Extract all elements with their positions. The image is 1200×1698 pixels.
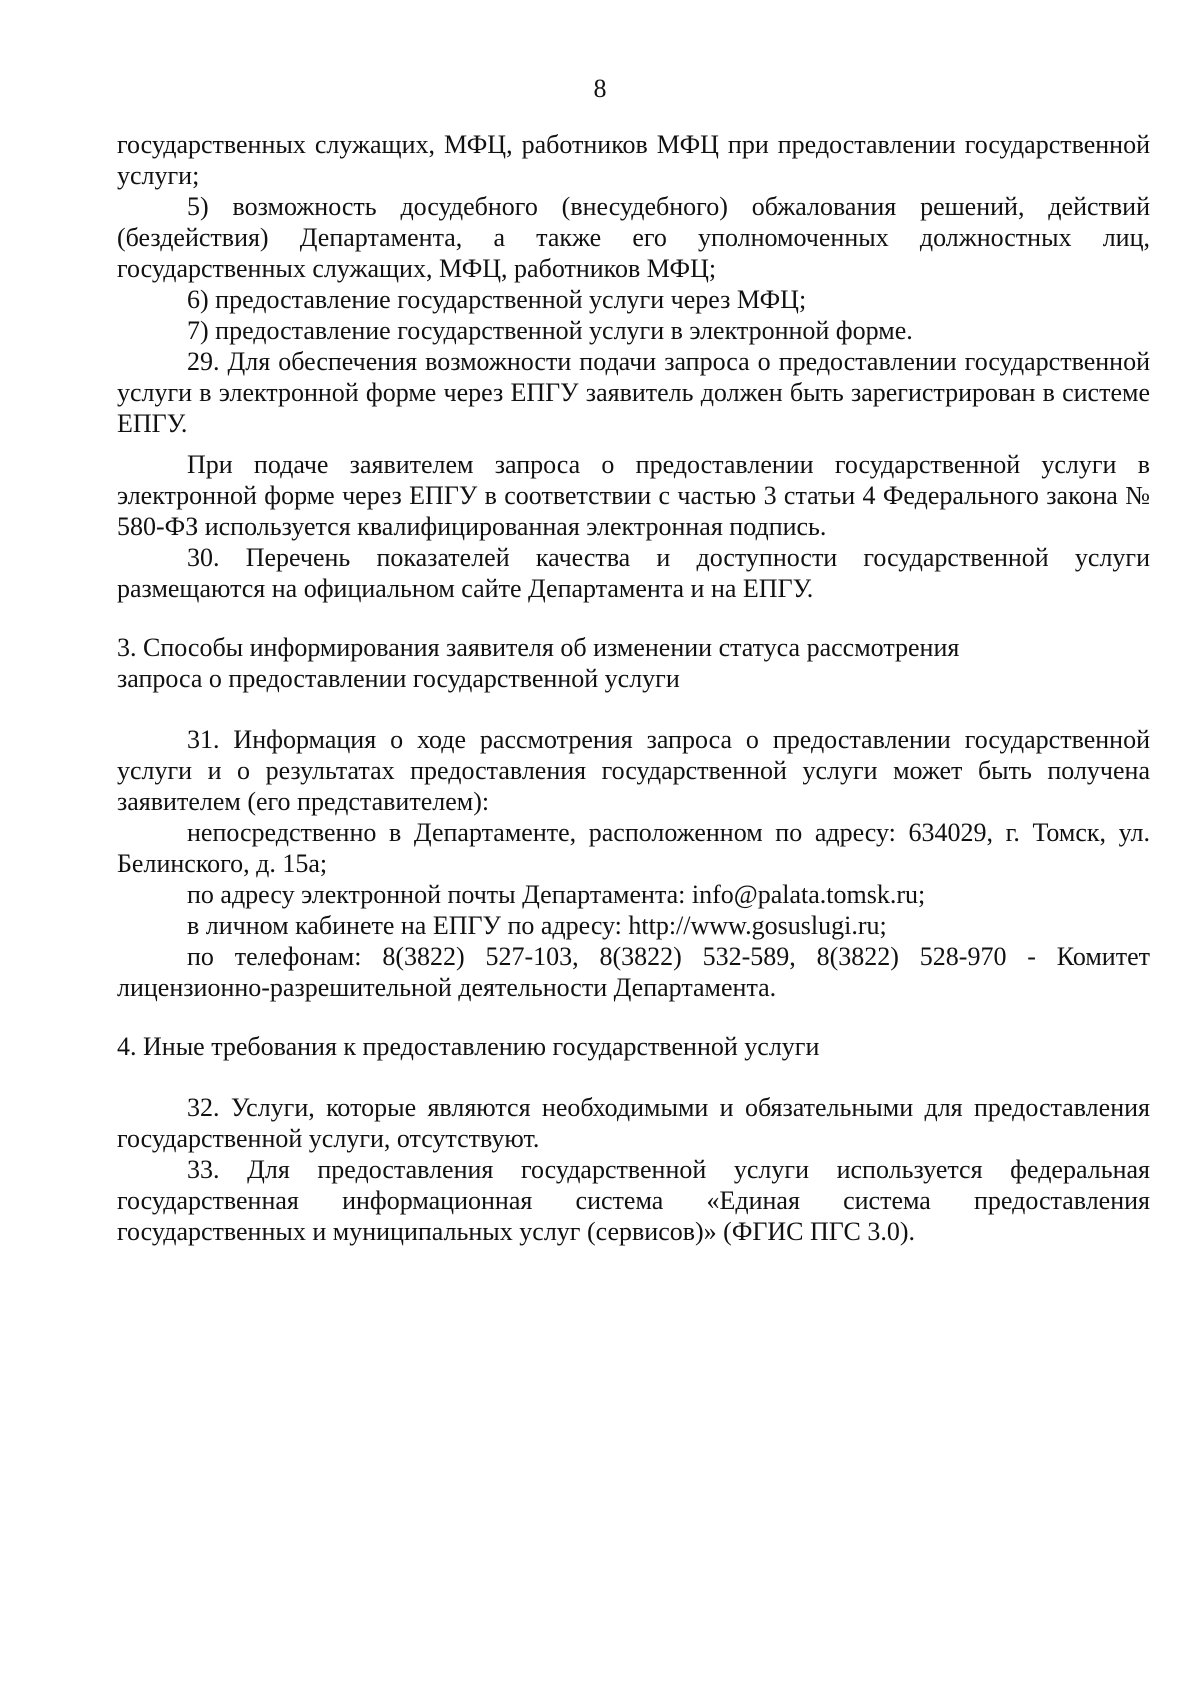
paragraph-31-phones: по телефонам: 8(3822) 527-103, 8(3822) 532-589, 8(3822) 528-970 - Комитет лицензионно-разрешительной деятельности Департамента. <box>117 942 1150 1002</box>
paragraph-31-email: по адресу электронной почты Департамента: info@palata.tomsk.ru; <box>187 880 926 909</box>
paragraph-30: 30. Перечень показателей качества и доступности государственной услуги размещаются на официальном сайте Департамента и на ЕПГУ. <box>117 543 1150 603</box>
list-item-6: 6) предоставление государственной услуги через МФЦ; <box>187 285 807 314</box>
paragraph-31-address: непосредственно в Департаменте, расположенном по адресу: 634029, г. Томск, ул. Белинского, д. 15а; <box>117 818 1150 878</box>
list-item-7: 7) предоставление государственной услуги в электронной форме. <box>187 316 913 345</box>
paragraph-29: 29. Для обеспечения возможности подачи запроса о предоставлении государственной услуги в электронной форме через ЕПГУ заявитель должен быть зарегистрирован в системе ЕПГУ. <box>117 347 1150 438</box>
section-4-heading-line: 4. Иные требования к предоставлению государственной услуги <box>117 1032 820 1061</box>
list-item-5: 5) возможность досудебного (внесудебного) обжалования решений, действий (бездействия) Департамента, а также его уполномоченных должностных лиц, государственных служащих, МФЦ, работников МФЦ; <box>117 192 1150 283</box>
page-number: 8 <box>593 74 607 103</box>
section-3-heading <box>117 632 1150 694</box>
paragraph-32: 32. Услуги, которые являются необходимыми и обязательными для предоставления государственной услуги, отсутствуют. <box>117 1093 1150 1153</box>
paragraph-33: 33. Для предоставления государственной услуги используется федеральная государственная информационная система «Единая система предоставления государственных и муниципальных услуг (сервисов)» (ФГИС ПГС 3.0). <box>117 1155 1150 1246</box>
document-body <box>117 129 1150 1247</box>
paragraph-31-portal: в личном кабинете на ЕПГУ по адресу: http://www.gosuslugi.ru; <box>187 911 887 940</box>
paragraph-31: 31. Информация о ходе рассмотрения запроса о предоставлении государственной услуги и о результатах предоставления государственной услуги может быть получена заявителем (его представителем): <box>117 725 1150 816</box>
section-3-heading-line-2: запроса о предоставлении государственной услуги <box>117 664 680 693</box>
section-3-heading-line-1: 3. Способы информирования заявителя об изменении статуса рассмотрения <box>117 633 960 662</box>
section-4-heading <box>117 1031 1150 1062</box>
continuation-paragraph: государственных служащих, МФЦ, работников МФЦ при предоставлении государственной услуги; <box>117 130 1150 190</box>
paragraph-29-continued: При подаче заявителем запроса о предоставлении государственной услуги в электронной форме через ЕПГУ в соответствии с частью 3 статьи 4 Федерального закона № 580-ФЗ используется квалифицированная электронная подпись. <box>117 450 1150 541</box>
